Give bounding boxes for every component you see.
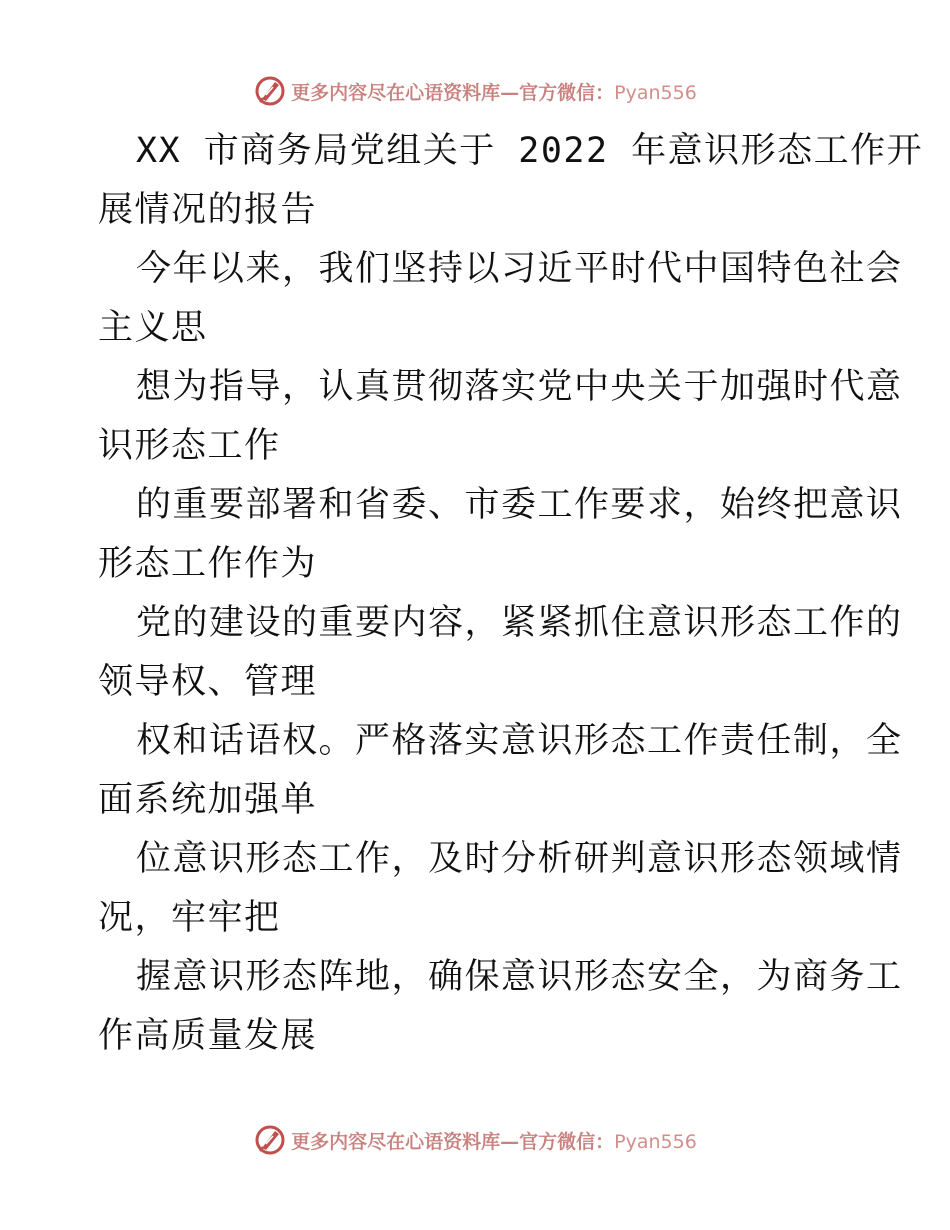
paragraph-line: 握意识形态阵地，确保意识形态安全，为商务工: [136, 957, 903, 997]
header-watermark: [0, 71, 950, 111]
paragraph-line: 今年以来，我们坚持以习近平时代中国特色社会: [136, 249, 903, 289]
paragraph-line: 识形态工作: [98, 426, 281, 466]
header-watermark-text: 更多内容尽在心语资料库—官方微信：Pyan556: [291, 81, 697, 104]
footer-watermark-text: 更多内容尽在心语资料库—官方微信：Pyan556: [291, 1130, 697, 1153]
paragraph-line: 面系统加强单: [98, 780, 318, 820]
paragraph-line: 党的建设的重要内容，紧紧抓住意识形态工作的: [136, 603, 903, 643]
quill-pen-logo-icon: [253, 1123, 287, 1157]
paragraph-line: 作高质量发展: [98, 1016, 318, 1056]
document-body: [98, 122, 924, 1066]
title-line-1: XX 市商务局党组关于 2022 年意识形态工作开: [136, 131, 924, 171]
paragraph-line: 主义思: [98, 308, 208, 348]
paragraph-line: 领导权、管理: [98, 662, 318, 702]
title-line-2: 展情况的报告: [98, 190, 318, 230]
footer-wechat-id: Pyan556: [614, 1130, 697, 1153]
paragraph-line: 位意识形态工作，及时分析研判意识形态领域情: [136, 839, 903, 879]
header-wechat-id: Pyan556: [614, 81, 697, 104]
footer-watermark: [0, 1120, 950, 1160]
paragraph-line: 权和话语权。严格落实意识形态工作责任制，全: [136, 721, 903, 761]
paragraph-line: 况，牢牢把: [98, 898, 281, 938]
paragraph-line: 想为指导，认真贯彻落实党中央关于加强时代意: [136, 367, 903, 407]
paragraph-line: 的重要部署和省委、市委工作要求，始终把意识: [136, 485, 903, 525]
quill-pen-logo-icon: [253, 74, 287, 108]
paragraph-line: 形态工作作为: [98, 544, 318, 584]
